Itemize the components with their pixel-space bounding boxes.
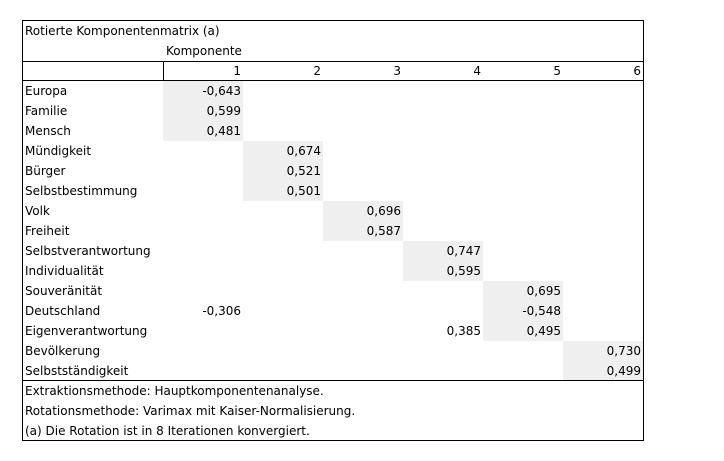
loading-cell — [323, 361, 403, 381]
table-row — [23, 261, 643, 281]
stub-divider-header — [163, 61, 164, 81]
loading-cell: 0,747 — [403, 241, 483, 261]
loading-cell — [323, 161, 403, 181]
loading-cell — [243, 321, 323, 341]
table-row — [23, 201, 643, 221]
loading-cell — [243, 221, 323, 241]
column-header-row — [23, 61, 643, 81]
loading-cell: 0,501 — [243, 181, 323, 201]
loading-cell — [323, 341, 403, 361]
footnote-text: Rotationsmethode: Varimax mit Kaiser-Normalisierung. — [25, 404, 356, 418]
column-header-4: 4 — [473, 64, 481, 78]
column-header-1: 1 — [233, 64, 241, 78]
row-label: Deutschland — [25, 304, 101, 318]
loading-cell — [483, 101, 563, 121]
loading-cell — [163, 221, 243, 241]
loading-cell — [163, 141, 243, 161]
loading-cell — [403, 221, 483, 241]
loading-cell — [323, 81, 403, 101]
loading-cell: 0,599 — [163, 101, 243, 121]
loading-cell — [163, 261, 243, 281]
table-row — [23, 241, 643, 261]
row-label: Eigenverantwortung — [25, 324, 148, 338]
loading-cell — [163, 181, 243, 201]
loading-cell — [483, 201, 563, 221]
row-label: Bevölkerung — [25, 344, 101, 358]
loading-cell: -0,643 — [163, 81, 243, 101]
loading-cell — [323, 261, 403, 281]
loading-cell — [163, 341, 243, 361]
table-row — [23, 281, 643, 301]
loading-cell — [563, 81, 643, 101]
loading-cell — [403, 301, 483, 321]
table-row — [23, 121, 643, 141]
loading-cell — [403, 201, 483, 221]
row-label: Familie — [25, 104, 68, 118]
loading-cell — [243, 361, 323, 381]
loading-cell — [323, 141, 403, 161]
loading-cell — [243, 281, 323, 301]
loading-cell — [323, 101, 403, 121]
footnote-text: (a) Die Rotation ist in 8 Iterationen konvergiert. — [25, 424, 310, 438]
loading-cell: -0,306 — [202, 304, 241, 318]
loading-cell — [323, 321, 403, 341]
table-row — [23, 321, 643, 341]
component-matrix-table — [22, 20, 644, 441]
footnote-text: Extraktionsmethode: Hauptkomponentenanalyse. — [25, 384, 324, 398]
loading-cell — [563, 321, 643, 341]
loading-cell — [403, 161, 483, 181]
component-group-header: Komponente — [166, 44, 242, 58]
loading-cell — [403, 181, 483, 201]
loading-cell — [163, 361, 243, 381]
table-row — [23, 141, 643, 161]
row-label: Selbstverantwortung — [25, 244, 151, 258]
loading-cell — [243, 81, 323, 101]
loading-cell — [403, 341, 483, 361]
loading-cell — [243, 341, 323, 361]
column-header-3: 3 — [393, 64, 401, 78]
table-title-row — [23, 21, 643, 41]
row-label: Europa — [25, 84, 68, 98]
loading-cell — [323, 281, 403, 301]
footnote-divider — [23, 380, 643, 381]
loading-cell: 0,695 — [483, 281, 563, 301]
loading-cell — [563, 141, 643, 161]
loading-cell — [323, 121, 403, 141]
loading-cell — [403, 141, 483, 161]
loading-cell — [483, 81, 563, 101]
loading-cell — [483, 241, 563, 261]
row-label: Freiheit — [25, 224, 70, 238]
loading-cell — [403, 281, 483, 301]
footnote-row — [23, 381, 643, 401]
footnote-row — [23, 401, 643, 421]
loading-cell — [563, 201, 643, 221]
group-header-row — [23, 41, 643, 61]
loading-cell — [403, 101, 483, 121]
loading-cell: 0,521 — [243, 161, 323, 181]
table-title: Rotierte Komponentenmatrix (a) — [25, 24, 220, 38]
loading-cell — [403, 81, 483, 101]
row-label: Mensch — [25, 124, 71, 138]
loading-cell — [483, 141, 563, 161]
table-row — [23, 101, 643, 121]
loading-cell — [323, 241, 403, 261]
loading-cell: 0,674 — [243, 141, 323, 161]
loading-cell: 0,481 — [163, 121, 243, 141]
loading-cell — [163, 161, 243, 181]
loading-cell — [563, 181, 643, 201]
loading-cell — [563, 301, 643, 321]
header-divider-bottom — [23, 80, 643, 81]
loading-cell — [563, 161, 643, 181]
loading-cell — [483, 121, 563, 141]
row-label: Bürger — [25, 164, 66, 178]
loading-cell — [563, 241, 643, 261]
loading-cell — [483, 341, 563, 361]
row-label: Mündigkeit — [25, 144, 92, 158]
row-label: Souveränität — [25, 284, 103, 298]
loading-cell: 0,587 — [323, 221, 403, 241]
loading-cell — [163, 321, 243, 341]
loading-cell — [163, 281, 243, 301]
loading-cell — [403, 121, 483, 141]
loading-cell: 0,495 — [483, 321, 563, 341]
loading-cell — [563, 101, 643, 121]
row-label: Individualität — [25, 264, 104, 278]
loading-cell — [563, 261, 643, 281]
loading-cell — [243, 121, 323, 141]
table-row — [23, 361, 643, 381]
loading-cell — [323, 301, 403, 321]
header-divider-top — [23, 61, 643, 62]
loading-cell — [483, 361, 563, 381]
table-row — [23, 341, 643, 361]
loading-cell — [403, 361, 483, 381]
column-header-2: 2 — [313, 64, 321, 78]
loading-cell: 0,696 — [323, 201, 403, 221]
loading-cell — [483, 261, 563, 281]
loading-cell: 0,385 — [446, 324, 481, 338]
loading-cell — [243, 241, 323, 261]
table-row — [23, 221, 643, 241]
loading-cell: 0,595 — [403, 261, 483, 281]
loading-cell — [243, 261, 323, 281]
column-header-5: 5 — [553, 64, 561, 78]
row-label: Selbstständigkeit — [25, 364, 129, 378]
loading-cell — [163, 241, 243, 261]
footnote-row — [23, 421, 643, 441]
loading-cell: 0,499 — [563, 361, 643, 381]
loading-cell — [563, 281, 643, 301]
loading-cell — [483, 161, 563, 181]
row-label: Selbstbestimmung — [25, 184, 138, 198]
loading-cell: -0,548 — [483, 301, 563, 321]
loading-cell — [163, 201, 243, 221]
table-row — [23, 81, 643, 101]
loading-cell — [563, 121, 643, 141]
loading-cell: 0,730 — [563, 341, 643, 361]
loading-cell — [323, 181, 403, 201]
column-header-6: 6 — [633, 64, 641, 78]
loading-cell — [483, 221, 563, 241]
table-row — [23, 181, 643, 201]
loading-cell — [483, 181, 563, 201]
table-row — [23, 161, 643, 181]
loading-cell — [243, 101, 323, 121]
loading-cell — [563, 221, 643, 241]
loading-cell — [243, 201, 323, 221]
row-label: Volk — [25, 204, 50, 218]
loading-cell — [243, 301, 323, 321]
table-row — [23, 301, 643, 321]
